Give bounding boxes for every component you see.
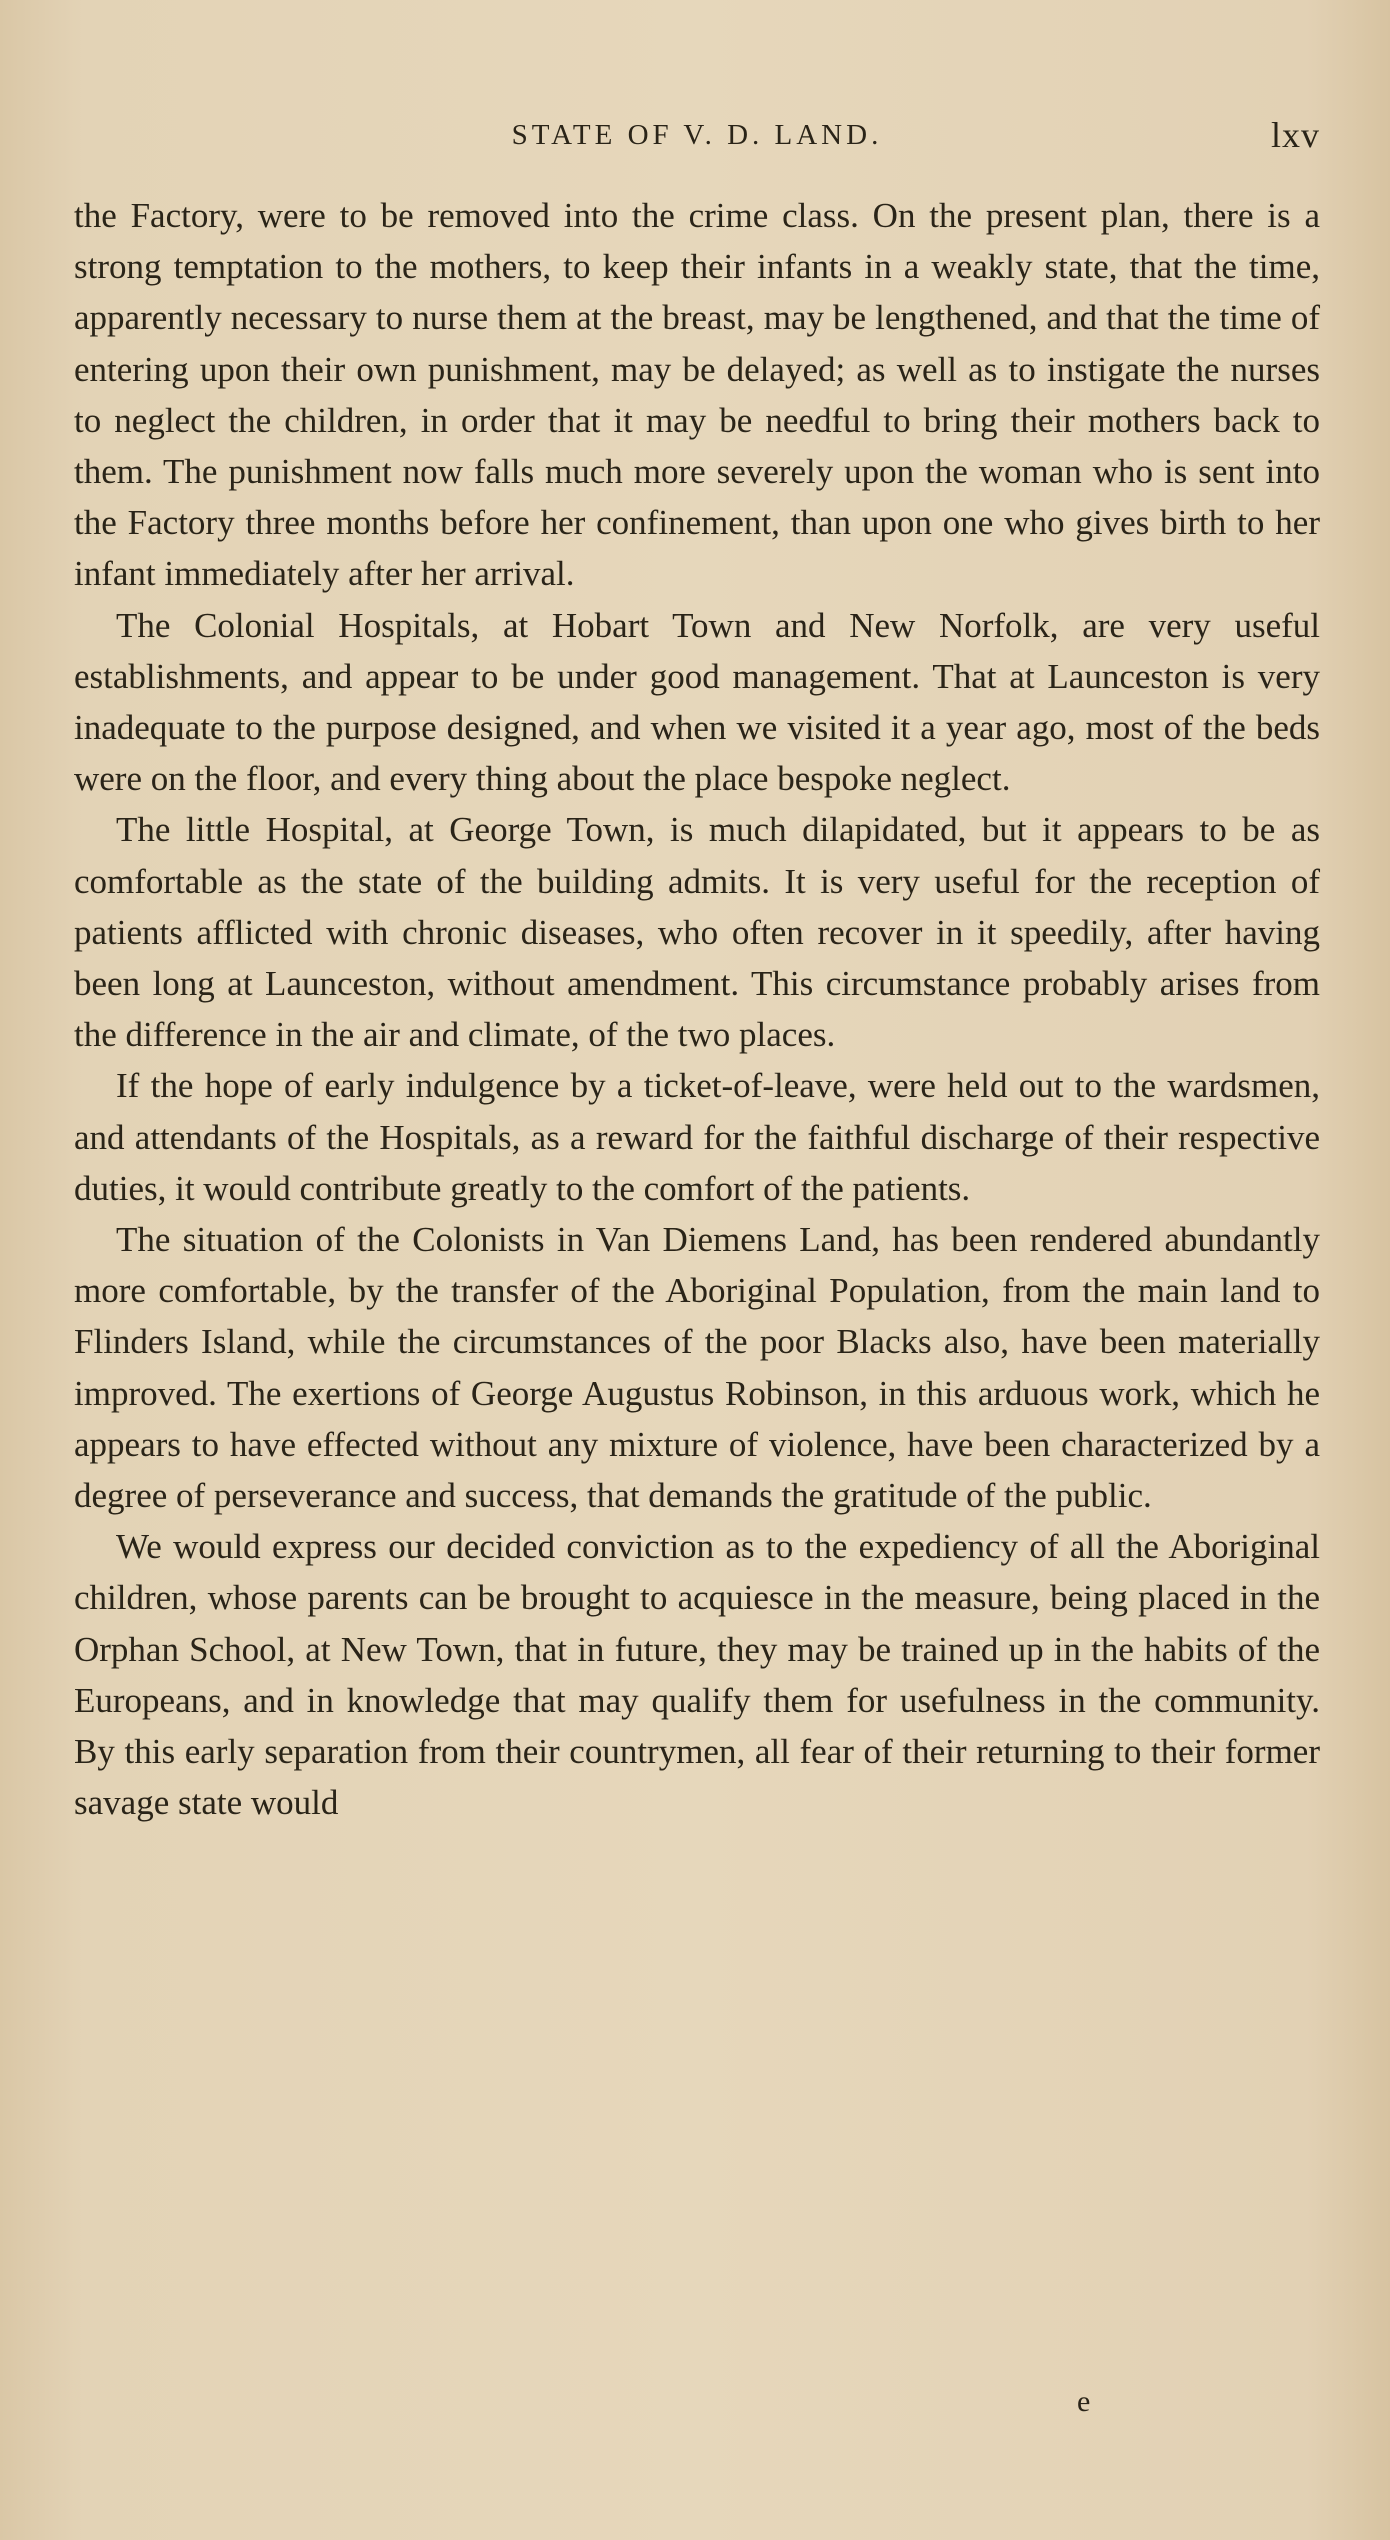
- paragraph-ticket-of-leave: If the hope of early indulgence by a ticket-of-leave, were held out to the wardsmen, and attendants of the Hospitals, as a reward for the faithful discharge of their respective duties, it would contribute greatly to the comfort of the patients.: [74, 1066, 1320, 1208]
- signature-mark: e: [1077, 2385, 1091, 2418]
- paragraph-orphan-school: We would express our decided conviction as to the expediency of all the Aboriginal children, whose parents can be brought to acquiesce in the measure, being placed in the Orphan School, at New Town, that in future, they may be trained up in the habits of the Europeans, and in knowledge that may qualify them for usefulness in the community. By this early separation from their countrymen, all fear of their returning to their former savage state would: [74, 1527, 1320, 1823]
- paragraph-george-town-hospital: The little Hospital, at George Town, is much dilapidated, but it appears to be as comfortable as the state of the building admits. It is very useful for the reception of patients afflicted with chronic diseases, who often recover in it speedily, after having been long at Launceston, without amendment. This circumstance probably arises from the difference in the air and climate, of the two places.: [74, 810, 1320, 1055]
- paragraph-continued: the Factory, were to be removed into the crime class. On the present plan, there is a strong temptation to the mothers, to keep their infants in a weakly state, that the time, apparently necessary to nurse them at the breast, may be lengthened, and that the time of entering upon their own punishment, may be delayed; as well as to instigate the nurses to neglect the children, in order that it may be needful to bring their mothers back to them. The punishment now falls much more severely upon the woman who is sent into the Factory three months before her confinement, than upon one who gives birth to her infant immediately after her arrival.: [74, 196, 1320, 594]
- body-text: [74, 190, 1320, 1829]
- page-number: lxv: [1270, 115, 1320, 155]
- paragraph-aboriginal-population: The situation of the Colonists in Van Diemens Land, has been rendered abundantly more comfortable, by the transfer of the Aboriginal Population, from the main land to Flinders Island, while the circumstances of the poor Blacks also, have been materially improved. The exertions of George Augustus Robinson, in this arduous work, which he appears to have effected without any mixture of violence, have been characterized by a degree of perseverance and success, that demands the gratitude of the public.: [74, 1220, 1320, 1516]
- running-title: STATE OF V. D. LAND.: [511, 119, 883, 151]
- paragraph-colonial-hospitals: The Colonial Hospitals, at Hobart Town and New Norfolk, are very useful establishments, and appear to be under good management. That at Launceston is very inadequate to the purpose designed, and when we visited it a year ago, most of the beds were on the floor, and every thing about the place bespoke neglect.: [74, 605, 1320, 799]
- running-head: [74, 110, 1320, 160]
